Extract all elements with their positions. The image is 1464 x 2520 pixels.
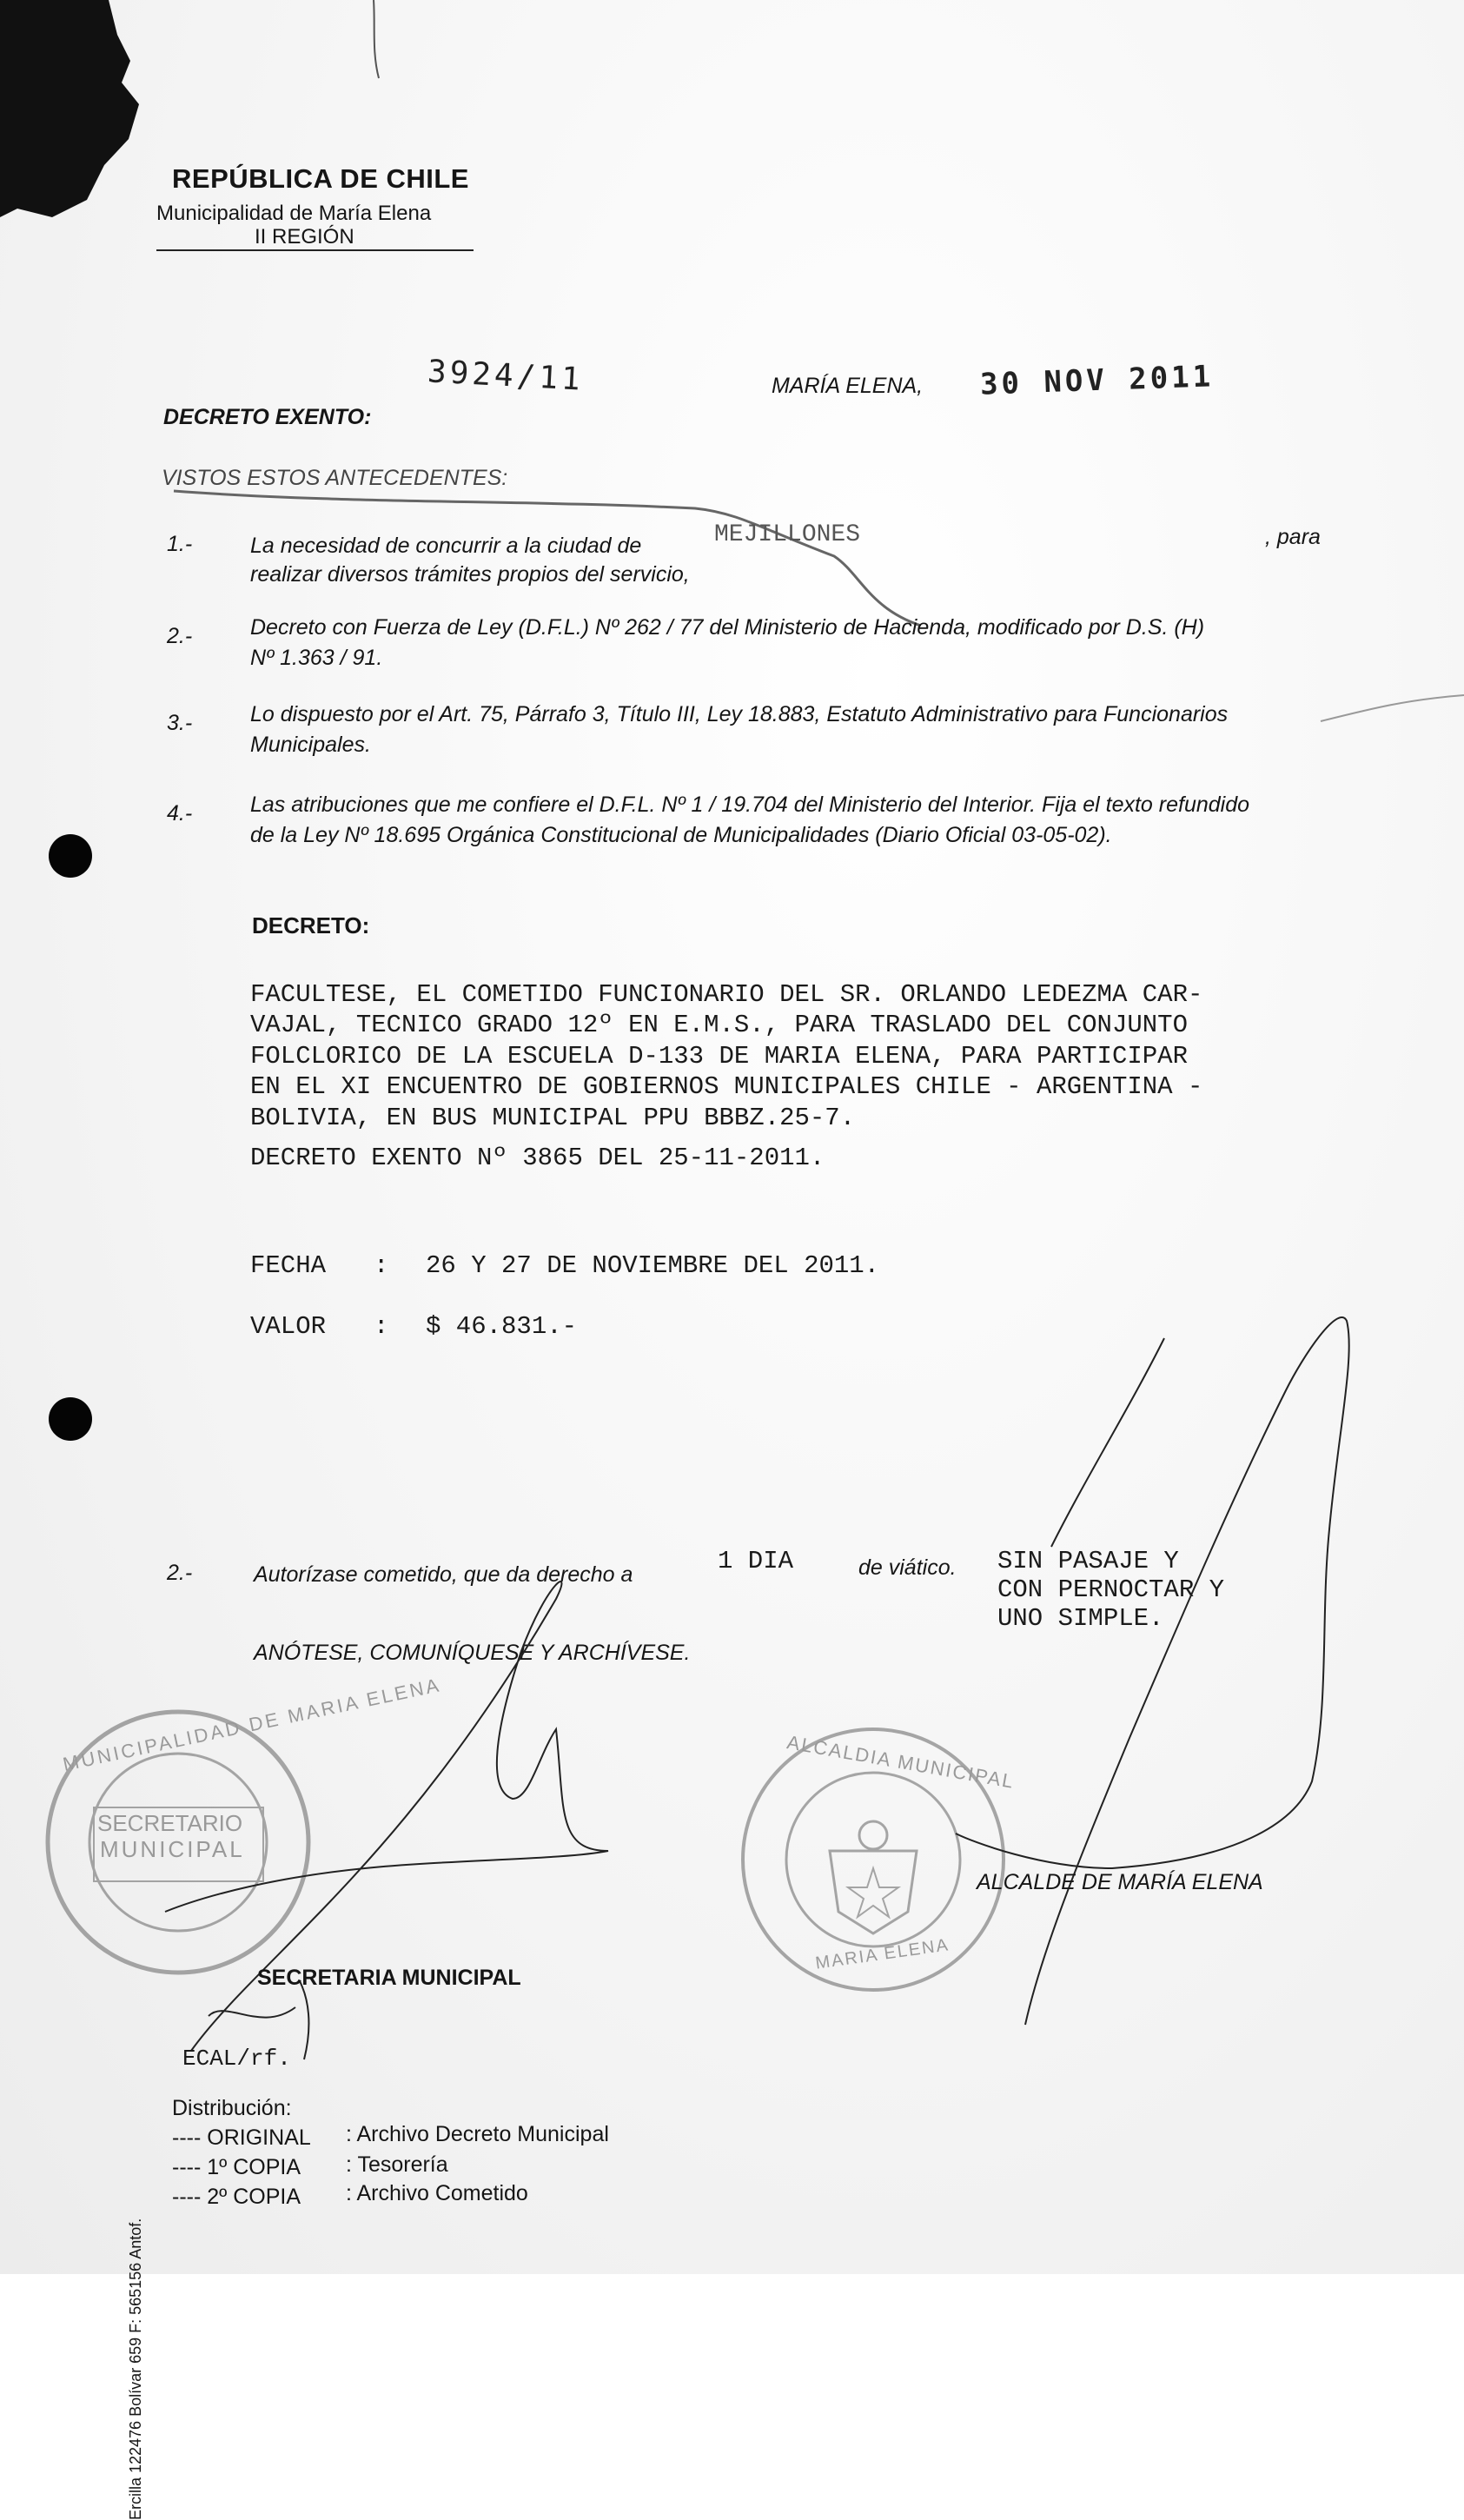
valor-separator: : bbox=[374, 1312, 389, 1341]
item-text: Decreto con Fuerza de Ley (D.F.L.) Nº 262 / 77 del Ministerio de Hacienda, modificado por D.S. (H) bbox=[250, 615, 1205, 640]
secretary-stamp-ring: MUNICIPALIDAD DE MARIA ELENA bbox=[61, 1674, 443, 1775]
decree-body-line: FACULTESE, EL COMETIDO FUNCIONARIO DEL SR. ORLANDO LEDEZMA CAR- bbox=[250, 980, 1203, 1009]
item-number: 3.- bbox=[167, 711, 193, 735]
distribution-copy: ---- ORIGINAL bbox=[172, 2125, 311, 2150]
mayor-stamp-top: ALCALDIA MUNICIPAL bbox=[785, 1731, 1017, 1793]
initials: ECAL/rf. bbox=[182, 2046, 291, 2072]
mayor-signature bbox=[956, 1317, 1349, 2025]
municipality-name: Municipalidad de María Elena bbox=[156, 202, 432, 225]
distribution-destination: : Archivo Decreto Municipal bbox=[346, 2122, 609, 2146]
valor-label: VALOR bbox=[250, 1312, 327, 1341]
secretary-stamp-center-2: MUNICIPAL bbox=[100, 1836, 245, 1862]
distribution-copy: ---- 1º COPIA bbox=[172, 2155, 301, 2179]
item-number: 2.- bbox=[167, 624, 193, 648]
country-heading: REPÚBLICA DE CHILE bbox=[172, 163, 469, 194]
item-number: 1.- bbox=[167, 532, 193, 556]
decree-body-line: BOLIVIA, EN BUS MUNICIPAL PPU BBBZ.25-7. bbox=[250, 1104, 856, 1132]
decree-reference: DECRETO EXENTO Nº 3865 DEL 25-11-2011. bbox=[250, 1144, 825, 1172]
item-text: La necesidad de concurrir a la ciudad de bbox=[250, 534, 642, 558]
decree-exento-label: DECRETO EXENTO: bbox=[163, 405, 372, 429]
decree-number-stamp: 3924/11 bbox=[427, 354, 585, 398]
viatico-note-line: CON PERNOCTAR Y bbox=[997, 1575, 1225, 1604]
item-number: 4.- bbox=[167, 801, 193, 826]
valor-value: $ 46.831.- bbox=[426, 1312, 578, 1341]
distribution-destination: : Tesorería bbox=[346, 2152, 448, 2177]
date-stamp: 30 NOV 2011 bbox=[979, 359, 1215, 402]
item-text: Lo dispuesto por el Art. 75, Párrafo 3, Título III, Ley 18.883, Estatuto Administrativo para Funcionarios bbox=[250, 702, 1229, 726]
distribution-heading: Distribución: bbox=[172, 2096, 292, 2120]
printer-imprint: Ercilla 122476 Bolívar 659 F: 565156 Antof. bbox=[127, 2218, 144, 2520]
decree-body-line: VAJAL, TECNICO GRADO 12º EN E.M.S., PARA TRASLADO DEL CONJUNTO bbox=[250, 1011, 1188, 1039]
viatico-suffix: de viático. bbox=[858, 1555, 957, 1580]
typed-city: MEJILLONES bbox=[714, 521, 861, 548]
decree-body-line: EN EL XI ENCUENTRO DE GOBIERNOS MUNICIPALES CHILE - ARGENTINA - bbox=[250, 1072, 1203, 1101]
item-text: Municipales. bbox=[250, 733, 371, 757]
item-text: de la Ley Nº 18.695 Orgánica Constitucional de Municipalidades (Diario Oficial 03-05-02). bbox=[250, 823, 1112, 847]
fecha-separator: : bbox=[374, 1251, 389, 1280]
region-name: II REGIÓN bbox=[255, 225, 354, 249]
place-label: MARÍA ELENA, bbox=[772, 374, 924, 398]
viatico-number: 2.- bbox=[167, 1561, 193, 1585]
distribution-destination: : Archivo Cometido bbox=[346, 2181, 528, 2205]
viatico-days: 1 DIA bbox=[718, 1547, 794, 1575]
item-text: Nº 1.363 / 91. bbox=[250, 646, 383, 670]
mayor-stamp-bottom: MARIA ELENA bbox=[814, 1935, 951, 1973]
fecha-value: 26 Y 27 DE NOVIEMBRE DEL 2011. bbox=[426, 1251, 880, 1280]
item-text: Las atribuciones que me confiere el D.F.L. Nº 1 / 19.704 del Ministerio del Interior. Fija el texto refundido bbox=[250, 792, 1250, 817]
decree-body-line: FOLCLORICO DE LA ESCUELA D-133 DE MARIA ELENA, PARA PARTICIPAR bbox=[250, 1042, 1188, 1071]
secretary-title: SECRETARIA MUNICIPAL bbox=[257, 1966, 521, 1990]
viatico-note-line: UNO SIMPLE. bbox=[997, 1604, 1164, 1633]
mayor-title: ALCALDE DE MARÍA ELENA bbox=[977, 1870, 1263, 1894]
decreto-heading: DECRETO: bbox=[252, 912, 370, 938]
viatico-text: Autorízase cometido, que da derecho a bbox=[254, 1562, 633, 1587]
secretary-stamp-center-1: SECRETARIO bbox=[97, 1810, 243, 1836]
item-text: realizar diversos trámites propios del servicio, bbox=[250, 562, 690, 587]
fecha-label: FECHA bbox=[250, 1251, 327, 1280]
viatico-note-line: SIN PASAJE Y bbox=[997, 1547, 1179, 1575]
item-tail: , para bbox=[1265, 525, 1321, 549]
vistos-heading: VISTOS ESTOS ANTECEDENTES: bbox=[162, 466, 508, 490]
distribution-copy: ---- 2º COPIA bbox=[172, 2185, 301, 2209]
closing-formula: ANÓTESE, COMUNÍQUESE Y ARCHÍVESE. bbox=[254, 1641, 691, 1665]
